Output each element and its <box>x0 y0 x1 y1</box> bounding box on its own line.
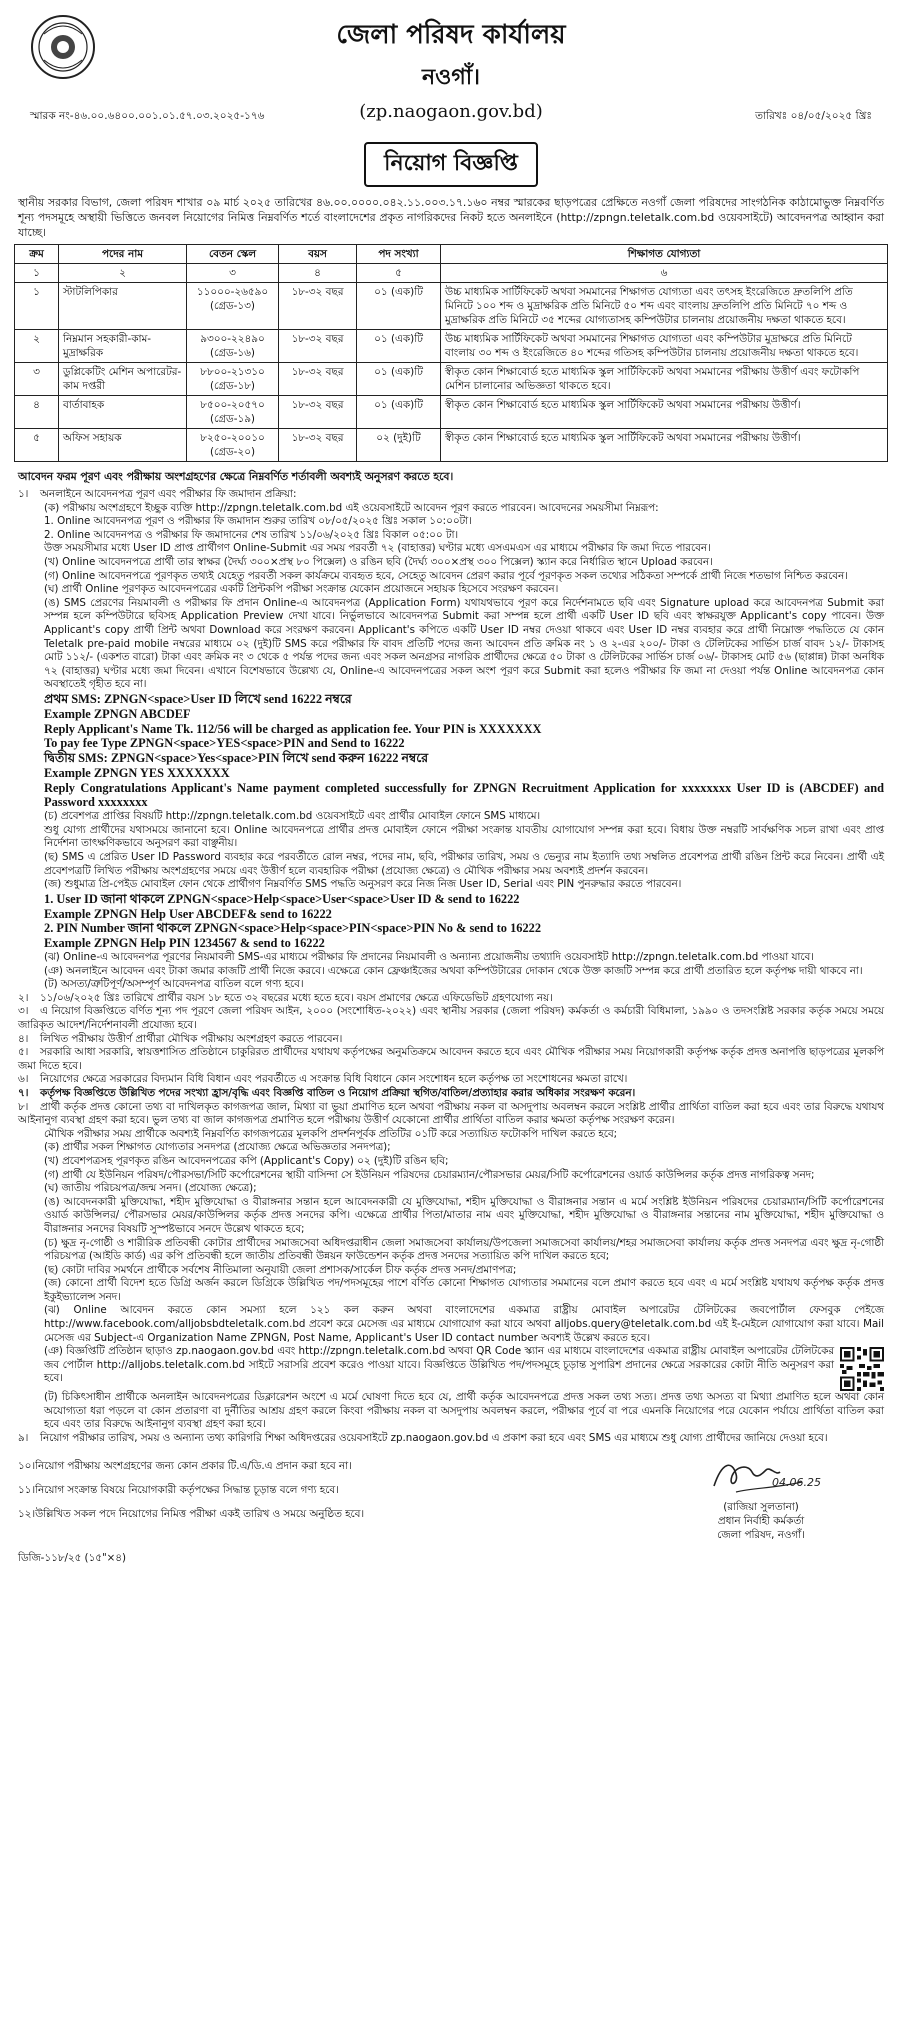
row-scale <box>187 429 279 462</box>
term-text: Example ZPNGN Help User ABCDEF& send to 16222 <box>44 906 332 921</box>
term-text: এ নিয়োগ বিজ্ঞপ্তিতে বর্ণিত শূন্য পদ পূরণে জেলা পরিষদ আইন, ২০০০ (সংশোধিত-২০২২) এবং স্থানীয় সরকার (জেলা পরিষদ) কর্মকর্তা ও কর্মচারী বিধিমালা, ১৯৯০ ও তদসংশ্লিষ্ট সরকার কর্তৃক সময়ে সময়ে জারিকৃত আদেশ/নির্দেশনাবলী প্রযোজ্য হবে। <box>18 1005 884 1031</box>
grade-value: (গ্রেড-২০) <box>209 446 255 458</box>
row-count: ০১ (এক)টি <box>357 330 441 363</box>
term-text: ১১/০৬/২০২৫ খ্রিঃ তারিখে প্রার্থীর বয়স ১৮ হতে ৩২ বছরের মধ্যে হতে হবে। বয়স প্রমাণের ক্ষেত্রে এফিডেভিট গ্রহণযোগ্য নয়। <box>40 991 553 1004</box>
term-line <box>18 692 884 707</box>
row-post: অফিস সহায়ক <box>59 429 187 462</box>
term-line <box>18 936 884 951</box>
term-number: ১। <box>18 488 29 500</box>
row-qualification: স্বীকৃত কোন শিক্ষাবোর্ড হতে মাধ্যমিক স্কুল সার্টিফিকেট অথবা সমমানের পরীক্ষায় উত্তীর্ণ এবং ফটোকপি মেশিন চালানোর অভিজ্ঞতা থাকতে হবে। <box>441 363 888 396</box>
term-line <box>18 1484 618 1498</box>
term-text: (ক) পরীক্ষায় অংশগ্রহণে ইচ্ছুক ব্যক্তি http://zpngn.teletalk.com.bd এই ওয়েবসাইটে আবেদন পূরণ করতে পারবেন। আবেদনের সময়সীমা নিম্নরূপ: <box>44 501 659 514</box>
term-text: সরকারি আধা সরকারি, স্বায়ত্তশাসিত প্রতিষ্ঠানে চাকুরিরত প্রার্থীদের যথাযথ কর্তৃপক্ষের অনুমতিক্রমে আবেদন করতে হবে এবং মৌখিক পরীক্ষার সময় নিয়োগকারী কর্তৃপক্ষ কর্তৃক প্রদত্ত অনাপত্তি ছাড়পত্রের মূলকপি জমা দিতে হবে। <box>18 1046 885 1072</box>
term-text: (চ) প্রবেশপত্র প্রাপ্তির বিষয়টি http://zpngn.teletalk.com.bd ওয়েবসাইটে এবং প্রার্থীর মোবাইল ফোনে SMS মাধ্যমে। <box>44 810 541 823</box>
term-text: Example ZPNGN Help PIN 1234567 & send to 16222 <box>44 936 325 951</box>
term-line <box>18 1155 884 1169</box>
term-text: অনলাইনে আবেদনপত্র পূরণ এবং পরীক্ষার ফি জমাদান প্রক্রিয়া: <box>40 488 297 500</box>
header-serial: ক্রম <box>15 245 59 264</box>
term-line <box>18 810 884 824</box>
closing-terms <box>18 1450 618 1532</box>
term-text: (ক) প্রার্থীর সকল শিক্ষাগত যোগ্যতার সনদপত্র (প্রযোজ্য ক্ষেত্রে অভিজ্ঞতার সনদপত্র); <box>44 1141 391 1154</box>
term-line <box>18 766 884 781</box>
term-text: নিয়োগ পরীক্ষায় অংশগ্রহণের জন্য কোন প্রকার টি.এ/ডি.এ প্রদান করা হবে না। <box>35 1459 352 1472</box>
row-post: নিম্নমান সহকারী-কাম-মুদ্রাক্ষরিক <box>59 330 187 363</box>
term-text: মৌখিক পরীক্ষার সময় প্রার্থীকে অবশ্যই নিম্নবর্ণিত কাগজপত্রের মূলকপি প্রদর্শনপূর্বক প্রতিটির ০১টি করে সত্যায়িত ফটোকপি দাখিল করতে হবে; <box>44 1127 618 1140</box>
term-line <box>18 707 884 722</box>
government-seal-icon <box>30 14 96 80</box>
term-line <box>18 965 884 979</box>
term-line <box>18 570 884 584</box>
term-text: লিখিত পরীক্ষায় উত্তীর্ণ প্রার্থীরা মৌখিক পরীক্ষায় অংশগ্রহণ করতে পারবেন। <box>40 1032 343 1045</box>
term-line <box>18 556 884 570</box>
term-text: (ঝ) Online-এ আবেদনপত্র পূরণের নিয়মাবলী SMS-এর মাধ্যমে পরীক্ষার ফি প্রদানের নিয়মাবলী ও অন্যান্য প্রয়োজনীয় তথ্যাদি ওয়েবসাইট http://zpngn.teletalk.com.bd পাওয়া যাবে। <box>44 951 814 964</box>
term-text: নিয়োগ সংক্রান্ত বিষয়ে নিয়োগকারী কর্তৃপক্ষের সিদ্ধান্ত চূড়ান্ত বলে গণ্য হবে। <box>35 1483 339 1496</box>
row-serial: ৪ <box>15 396 59 429</box>
term-text: (জ) কোনো প্রার্থী বিদেশ হতে ডিগ্রি অর্জন করলে ডিগ্রিকে উল্লিখিত পদ/পদসমূহের পাশে বর্ণিত কোনো শিক্ষাগত যোগ্যতার সমমানের বলে প্রমাণ করতে হবে এবং এ মর্মে সংশ্লিষ্ট যথাযথ কর্তৃপক্ষ কর্তৃক প্রদত্ত ইকুইভ্যালেন্স সনদ। <box>44 1277 884 1303</box>
column-number: ৩ <box>187 264 279 283</box>
terms-heading: আবেদন ফরম পূরণ এবং পরীক্ষায় অংশগ্রহণের ক্ষেত্রে নিম্নবর্ণিত শর্তাবলী অবশ্যই অনুসরণ করতে হবে। <box>18 470 454 483</box>
term-text: (চ) ক্ষুদ্র নৃ-গোষ্ঠী ও শারীরিক প্রতিবন্ধী কোটার প্রার্থীদের সমাজসেবা অধিদপ্তরাধীন জেলা সমাজসেবা কার্যালয়/উপজেলা সমাজসেবা কার্যালয়/শহর সমাজসেবা কার্যালয় কর্তৃক প্রদত্ত সনদপত্র এবং ক্ষুদ্র নৃ-গোষ্ঠী পরিচয়পত্র (আইডি কার্ড) এর কপি প্রতিবন্ধী হলে জাতীয় প্রতিবন্ধী উন্নয়ন ফাউন্ডেশন কর্তৃক প্রদত্ত সনদের সত্যায়িত কপি দাখিল করতে হবে; <box>44 1236 884 1263</box>
term-text: Reply Applicant's Name Tk. 112/56 will be charged as application fee. Your PIN is XXXXXXX <box>44 721 542 736</box>
row-scale <box>187 330 279 363</box>
term-line <box>18 892 884 907</box>
row-serial: ১ <box>15 283 59 330</box>
term-line <box>18 751 884 766</box>
row-age: ১৮-৩২ বছর <box>279 283 357 330</box>
table-row <box>15 429 888 462</box>
row-scale <box>187 283 279 330</box>
table-row <box>15 396 888 429</box>
term-text: উল্লিখিত সকল পদে নিয়োগের নিমিত্ত পরীক্ষা একই তারিখ ও সময়ে অনুষ্ঠিত হবে। <box>35 1507 365 1520</box>
term-text: Example ZPNGN YES XXXXXXX <box>44 765 230 780</box>
term-text: কর্তৃপক্ষ বিজ্ঞপ্তিতে উল্লিখিত পদের সংখ্যা হ্রাস/বৃদ্ধি এবং বিজ্ঞপ্তি বাতিল ও নিয়োগ প্রক্রিয়া স্থগিত/বাতিল/প্রত্যাহার করার অধিকার সংরক্ষণ করেন। <box>40 1086 636 1099</box>
notice-title-text: নিয়োগ বিজ্ঞপ্তি <box>364 142 538 187</box>
column-number: ৪ <box>279 264 357 283</box>
row-count: ০১ (এক)টি <box>357 363 441 396</box>
term-line <box>18 529 884 543</box>
term-line <box>18 736 884 751</box>
qr-paragraph <box>18 1345 884 1391</box>
row-qualification: উচ্চ মাধ্যমিক সার্টিফিকেট অথবা সমমানের শিক্ষাগত যোগ্যতা এবং কম্পিউটার মুদ্রাক্ষরে প্রতি মিনিটে বাংলায় ৩০ শব্দ ও ইংরেজিতে ৪০ শব্দের গতিসহ কম্পিউটার চালনায় প্রয়োজনীয় দক্ষতা থাকতে হবে। <box>441 330 888 363</box>
grade-value: (গ্রেড-১৯) <box>210 413 255 425</box>
row-count: ০২ (দুই)টি <box>357 429 441 462</box>
term-text: প্রার্থী কর্তৃক প্রদত্ত কোনো তথ্য বা দাখিলকৃত কাগজপত্র জাল, মিথ্যা বা ভুয়া প্রমাণিত হলে অথবা পরীক্ষায় নকল বা অসদুপায় অবলম্বন করলে সংশ্লিষ্ট প্রার্থীর প্রার্থিতা বাতিল করা হবে এবং তার বিরুদ্ধে যথাযথ আইনানুগ ব্যবস্থা গ্রহণ করা হবে। ভুল তথ্য বা জাল কাগজপত্র প্রমাণিত হলে পরীক্ষায় উত্তীর্ণ যেকোনো প্রার্থীর প্রার্থিতা বাতিল করার ক্ষমতা কর্তৃপক্ষ সংরক্ষণ করেন। <box>18 1100 884 1127</box>
term-text: (খ) Online আবেদনপত্রে প্রার্থী তার স্বাক্ষর (দৈর্ঘ্য ৩০০×প্রস্থ ৮০ পিক্সেল) ও রঙিন ছবি (দৈর্ঘ্য ৩০০×প্রস্থ ৩০০ পিক্সেল) স্ক্যান করে নির্ধারিত স্থানে Upload করবেন। <box>44 555 713 568</box>
term-text: (গ) প্রার্থী যে ইউনিয়ন পরিষদ/পৌরসভা/সিটি কর্পোরেশনের স্থায়ী বাসিন্দা সে ইউনিয়ন পরিষদের চেয়ারম্যান/পৌরসভার মেয়র/সিটি কর্পোরেশনের ওয়ার্ড কাউন্সিলর কর্তৃক প্রদত্ত নাগরিকত্ব সনদ; <box>44 1168 815 1181</box>
grade-value: (গ্রেড-১৮) <box>210 380 255 392</box>
term-text: (খ) প্রবেশপত্রসহ পূরণকৃত রঙিন আবেদনপত্রের কপি (Applicant's Copy) ০২ (দুই)টি রঙিন ছবি; <box>44 1154 449 1167</box>
term-line <box>18 1277 884 1304</box>
term-line <box>18 951 884 965</box>
row-count: ০১ (এক)টি <box>357 283 441 330</box>
term-text: 1. Online আবেদনপত্র পূরণ ও পরীক্ষার ফি জমাদান শুরুর তারিখ ০৮/০৫/২০২৫ খ্রিঃ সকাল ১০:০০টা। <box>44 515 472 528</box>
term-line <box>18 542 884 556</box>
term-line <box>18 851 884 878</box>
term-text: To pay fee Type ZPNGN<space>YES<space>PIN and Send to 16222 <box>44 736 405 751</box>
grade-value: (গ্রেড-১৩) <box>209 300 255 312</box>
term-line <box>18 1264 884 1278</box>
term-line <box>18 1182 884 1196</box>
term-line <box>18 1508 618 1522</box>
term-line <box>18 1237 884 1264</box>
term-line <box>18 1196 884 1237</box>
term-line <box>18 907 884 922</box>
signature-block <box>686 1452 836 1542</box>
intro-paragraph: স্থানীয় সরকার বিভাগ, জেলা পরিষদ শাখার ০৯ মার্চ ২০২৫ তারিখের ৪৬.০০.০০০০.০৪২.১১.০০৩.১৭.১৬০ নম্বর স্মারকের ছাড়পত্রের প্রেক্ষিতে নওগাঁ জেলা পরিষদের সাংগঠনিক কাঠামোভুক্ত নিম্নবর্ণিত শূন্য পদসমূহে অস্থায়ী ভিত্তিতে জনবল নিয়োগের নিমিত্ত নিম্নবর্ণিত শর্তে বাংলাদেশের প্রকৃত নাগরিকদের নিকট হতে অনলাইনে (http://zpngn.teletalk.com.bd ওয়েবসাইটে) আবেদনপত্র আহ্বান করা যাচ্ছে। <box>18 196 884 239</box>
term-text: (ট) অসত্য/ত্রুটিপূর্ণ/অসম্পূর্ণ আবেদনপত্র বাতিল বলে গণ্য হবে। <box>44 978 304 991</box>
row-scale <box>187 363 279 396</box>
row-qualification: স্বীকৃত কোন শিক্ষাবোর্ড হতে মাধ্যমিক স্কুল সার্টিফিকেট অথবা সমমানের পরীক্ষায় উত্তীর্ণ। <box>441 429 888 462</box>
term-text: Reply Congratulations Applicant's Name payment completed successfully for ZPNGN Recruitment Application for xxxxxxxx User ID is (ABCDEF) and Password xxxxxxxx <box>44 780 884 810</box>
header-age: বয়স <box>279 245 357 264</box>
qr-code-icon <box>840 1347 884 1391</box>
term-text: (ছ) কোটা দাবির সমর্থনে প্রার্থীকে সর্বশেষ নীতিমালা অনুযায়ী জেলা প্রশাসক/সার্কেল চীফ কর্তৃক প্রদত্ত সনদ/প্রমাণপত্র; <box>44 1263 517 1276</box>
term-line <box>18 781 884 811</box>
office-website: (zp.naogaon.gov.bd) <box>359 101 543 122</box>
term-line <box>18 583 884 597</box>
term-line <box>18 824 884 851</box>
term-text: Example ZPNGN ABCDEF <box>44 706 191 721</box>
term-line <box>18 1087 884 1101</box>
table-row <box>15 363 888 396</box>
term-text: (জ) শুধুমাত্র প্রি-পেইড মোবাইল ফোন থেকে প্রার্থীগণ নিম্নবর্ণিত SMS পদ্ধতি অনুসরণ করে নিজ নিজ User ID, Serial এবং PIN পুনরুদ্ধার করতে পারবেন। <box>44 878 682 891</box>
row-age: ১৮-৩২ বছর <box>279 330 357 363</box>
term-line <box>18 1391 884 1432</box>
term-text: (ঘ) প্রার্থী Online পূরণকৃত আবেদনপত্রের একটি প্রিন্টকপি পরীক্ষা সংক্রান্ত যেকোন প্রয়োজনে সহায়ক হিসেবে সংরক্ষণ করবেন। <box>44 583 559 596</box>
term-text: উক্ত সময়সীমার মধ্যে User ID প্রাপ্ত প্রার্থীগণ Online-Submit এর সময় পরবর্তী ৭২ (বাহাত্তর) ঘণ্টার মধ্যে এসএমএস এর মাধ্যমে পরীক্ষার ফি জমা দিতে পারবেন। <box>44 542 711 555</box>
term-line <box>18 992 884 1006</box>
scale-value: ৮৮০০-২১৩১০ <box>200 366 265 378</box>
signatory-designation: প্রধান নির্বাহী কর্মকর্তা <box>717 1514 805 1527</box>
term-number: ২। <box>18 991 29 1004</box>
terms-list <box>18 488 884 1345</box>
term-line <box>18 1101 884 1128</box>
row-age: ১৮-৩২ বছর <box>279 396 357 429</box>
column-number-row <box>15 264 888 283</box>
term-line <box>18 978 884 992</box>
header-scale: বেতন স্কেল <box>187 245 279 264</box>
signature-icon <box>706 1452 821 1500</box>
term-number: ৭। <box>18 1086 29 1099</box>
term-text: নিয়োগ পরীক্ষার তারিখ, সময় ও অন্যান্য তথ্য কারিগরি শিক্ষা অধিদপ্তরের ওয়েবসাইটে zp.naogaon.gov.bd এ প্রকাশ করা হবে এবং SMS এর মাধ্যমে শুধু যোগ্য প্রার্থীদের জানিয়ে দেওয়া হবে। <box>40 1432 828 1445</box>
term-text: (ঝ) Online আবেদন করতে কোন সমস্যা হলে ১২১ কল করুন অথবা বাংলাদেশের একমাত্র রাষ্ট্রীয় মোবাইল অপারেটর টেলিটকের জবপোর্টাল ফেসবুক পেইজে http://www.facebook.com/alljobsbdteletalk.com.bd প্রবেশ করে মেসেজ এর মাধ্যমে যোগাযোগ করা যাবে অথবা alljobs.query@teletalk.com.bd এই ই-মেইলে যোগাযোগ করা যাবে। Mail মেসেজ এর Subject-এ Organization Name ZPNGN, Post Name, Applicant's User ID contact number অবশ্যই উল্লেখ করতে হবে। <box>44 1304 884 1344</box>
term-text: (ঙ) SMS প্রেরণের নিয়মাবলী ও পরীক্ষার ফি প্রদান Online-এ আবেদনপত্র (Application Form) যথাযথভাবে পূরণ করে নির্দেশনামতে ছবি এবং Signature upload করে আবেদনপত্র Submit করা সম্পন্ন হলে কম্পিউটারে ছবিসহ Application Preview দেখা যাবে। নির্ভুলভাবে আবেদনপত্র Submit করা সম্পন্ন হলে প্রার্থী একটি User ID ছবি এবং স্বাক্ষরযুক্ত Applicant's copy পাবেন। উক্ত Applicant's copy প্রার্থী প্রিন্ট অথবা Download করে সংরক্ষণ করবেন। Applicant's কপিতে একটি User ID নম্বর দেওয়া থাকবে এবং User ID নম্বর ব্যবহার করে প্রার্থী নিম্নোক্ত পদ্ধতিতে যে কোন Teletalk pre-paid mobile নম্বরের মাধ্যমে ০২ (দুই)টি SMS করে পরীক্ষার ফি বাবদ প্রতিটি পদের জন্য আবেদন প্রতি ক্রমিক নং ১ ও ২-এর ২০০/- টাকা ও টেলিটকের সার্ভিস চার্জ বাবদ ১২/- টাকাসহ মোট ১১২/- (একশত বারো) টাকা এবং ক্রমিক নং ৩ থেকে ৫ পর্যন্ত পদের জন্য এবং সকল অনগ্রসর নাগরিক প্রার্থীদের ক্ষেত্রে ৫০ টাকা ও টেলিটকের সার্ভিস চার্জ ০৬/- টাকাসহ মোট ৫৬ (ছাপ্পান্ন) টাকা অনধিক ৭২ (বাহাত্তর) ঘণ্টার মধ্যে জমা দিবেন। এখানে বিশেষভাবে উল্লেখ্য যে, Online-এ আবেদনপত্রের সকল অংশ পূরণ করে Submit করা হলেও পরীক্ষার ফি জমা না দেওয়া পর্যন্ত Online আবেদনপত্র কোন অবস্থাতেই গৃহীত হবে না। <box>44 596 884 691</box>
header-qualification: শিক্ষাগত যোগ্যতা <box>441 245 888 264</box>
term-line <box>18 1073 884 1087</box>
header-post: পদের নাম <box>59 245 187 264</box>
term-text: (গ) Online আবেদনপত্রে পূরণকৃত তথ্যই যেহেতু পরবর্তী সকল কার্যক্রমে ব্যবহৃত হবে, সেহেতু আবেদন প্রেরণ করার পূর্বে পূরণকৃত সকল তথ্যের সঠিকতা সম্পর্কে প্রার্থী নিজে শতভাগ নিশ্চিত করবেন। <box>44 569 848 582</box>
scale-value: ৮৫০০-২০৫৭০ <box>200 399 265 411</box>
term-number: ৫। <box>18 1046 29 1059</box>
notice-title <box>14 142 888 187</box>
scale-value: ৯৩০০-২২৪৯০ <box>200 333 265 345</box>
table-row <box>15 330 888 363</box>
table-row <box>15 283 888 330</box>
column-number: ৫ <box>357 264 441 283</box>
term-text: প্রথম SMS: ZPNGN<space>User ID লিখে send 16222 নম্বরে <box>44 691 352 706</box>
term-text: দ্বিতীয় SMS: ZPNGN<space>Yes<space>PIN লিখে send করুন 16222 নম্বরে <box>44 751 429 766</box>
row-serial: ৩ <box>15 363 59 396</box>
term-text: নিয়োগের ক্ষেত্রে সরকারের বিদ্যমান বিধি বিধান এবং পরবর্তীতে এ সংক্রান্ত বিধি বিধানে কোন সংশোধন হলে কর্তৃপক্ষ তা সংশোধনের ক্ষমতা রাখে। <box>40 1073 628 1086</box>
term-number: ৬। <box>18 1073 29 1086</box>
notice-date: তারিখঃ ০৪/০৫/২০২৫ খ্রিঃ <box>755 110 872 122</box>
term-line <box>18 597 884 692</box>
footer-block <box>14 1450 888 1572</box>
term-line <box>18 1046 884 1073</box>
term-text: (ট) চিকিৎসাধীন প্রার্থীকে অনলাইন আবেদনপত্রের ডিক্লারেশন অংশে এ মর্মে ঘোষণা দিতে হবে যে, প্রার্থী কর্তৃক আবেদনপত্রে প্রদত্ত সকল তথ্য সত্য। প্রদত্ত তথ্য অসত্য বা মিথ্যা প্রমাণিত হলে অথবা কোন অযোগ্যতা ধরা পড়লে বা কোন প্রতারণা বা দুর্নীতির আশ্রয় গ্রহণ করলে কিংবা পরীক্ষায় নকল বা অসদুপায় অবলম্বন করলে, পরীক্ষার পূর্বে বা পরে এমনকি নিয়োগের পরে যেকোন পর্যায়ে প্রার্থিতা বাতিল করা হবে এবং তার বিরুদ্ধে আইনানুগ ব্যবস্থা গ্রহণ করা হবে। <box>44 1391 884 1431</box>
term-text: 1. User ID জানা থাকলে ZPNGN<space>Help<space>User<space>User ID & send to 16222 <box>44 891 520 906</box>
signature-date: 04.06.25 <box>772 1475 821 1489</box>
term-line <box>18 1033 884 1047</box>
term-line <box>18 502 884 516</box>
term-number: ১০। <box>18 1459 36 1472</box>
row-post: ডুপ্লিকেটিং মেশিন অপারেটর-কাম দপ্তরী <box>59 363 187 396</box>
term-number: ১২। <box>18 1507 36 1520</box>
term-line <box>18 878 884 892</box>
column-number: ১ <box>15 264 59 283</box>
footer-code: ডিজি-১১৮/২৫ (১৫"×৪) <box>18 1551 127 1564</box>
row-age: ১৮-৩২ বছর <box>279 429 357 462</box>
posts-table <box>14 244 888 462</box>
term-line <box>18 722 884 737</box>
term-line <box>18 1304 884 1345</box>
term-text: (ঙ) আবেদনকারী মুক্তিযোদ্ধা, শহীদ মুক্তিযোদ্ধা ও বীরাঙ্গনার সন্তান হলে আবেদনকারী যে মুক্তিযোদ্ধা, শহীদ মুক্তিযোদ্ধা ও বীরাঙ্গনার সন্তান এ মর্মে সংশ্লিষ্ট ইউনিয়ন পরিষদের চেয়ারম্যান/সিটি কর্পোরেশনের ওয়ার্ড কাউন্সিলর/ পৌরসভার মেয়র/কাউন্সিলর কর্তৃক প্রদত্ত সনদের কপি। এক্ষেত্রে প্রার্থীর পিতা/মাতার নাম এবং মুক্তিযোদ্ধা, শহীদ মুক্তিযোদ্ধা ও বীরাঙ্গনার সন্তানের নাম মুক্তিযোদ্ধা, শহীদ মুক্তিযোদ্ধা ও বীরাঙ্গনার সনদের বিষয়টি সুস্পষ্টভাবে সনদে উল্লেখ থাকতে হবে; <box>44 1195 884 1235</box>
term-line <box>18 1005 884 1032</box>
row-qualification: উচ্চ মাধ্যমিক সার্টিফিকেট অথবা সমমানের শিক্ষাগত যোগ্যতা এবং তৎসহ ইংরেজিতে দ্রুতলিপি প্রতি মিনিটে ১০০ শব্দ ও মুদ্রাক্ষরিক প্রতি মিনিটে ৫০ শব্দ এবং বাংলায় দ্রুতলিপি প্রতি মিনিটে ৭০ শব্দ ও মুদ্রাক্ষরিক প্রতি মিনিটে ৩৫ শব্দের যোগ্যতাসহ কম্পিউটার চালনায় প্রয়োজনীয় দক্ষতা থাকতে হবে। <box>441 283 888 330</box>
term-text: শুধু যোগ্য প্রার্থীদের যথাসময়ে জানানো হবে। Online আবেদনপত্রে প্রার্থীর প্রদত্ত মোবাইল ফোনে পরীক্ষা সংক্রান্ত যাবতীয় যোগাযোগ সম্পন্ন করা হবে। বিধায় উক্ত নম্বরটি সার্বক্ষণিক সচল রাখা এবং প্রাপ্ত নির্দেশনা তাৎক্ষণিকভাবে অনুসরণ করা বাঞ্ছনীয়। <box>44 823 884 850</box>
term-text: 2. Online আবেদনপত্র ও পরীক্ষার ফি জমাদানের শেষ তারিখ ১১/০৬/২০২৫ খ্রিঃ বিকাল ০৫:০০ টা। <box>44 528 459 541</box>
scale-value: ১১০০০-২৬৫৯০ <box>196 286 269 298</box>
signatory-name: (রাজিয়া সুলতানা) <box>723 1500 799 1513</box>
row-post: বার্তাবাহক <box>59 396 187 429</box>
row-serial: ২ <box>15 330 59 363</box>
signatory-office: জেলা পরিষদ, নওগাঁ। <box>717 1528 805 1541</box>
terms-list-continued <box>18 1391 884 1445</box>
term-number: ৯। <box>18 1432 29 1445</box>
scale-value: ৮২৫০-২০০১০ <box>200 432 265 444</box>
column-number: ২ <box>59 264 187 283</box>
row-post: স্টাটলিপিকার <box>59 283 187 330</box>
row-scale <box>187 396 279 429</box>
term-text: (ঞ) অনলাইনে আবেদন এবং টাকা জমার কাজটি প্রার্থী নিজে করবে। এক্ষেত্রে কোন ফ্রেঞ্চাইজের অথবা কম্পিউটারের দোকান থেকে উক্ত কাজটি সম্পন্ন করে প্রার্থী প্রতারিত হলে কর্তৃপক্ষ দায়ী থাকবে না। <box>44 964 863 977</box>
row-serial: ৫ <box>15 429 59 462</box>
term-text: 2. PIN Number জানা থাকলে ZPNGN<space>Help<space>PIN<space>PIN No & send to 16222 <box>44 921 542 936</box>
memo-number: স্মারক নং-৪৬.০০.৬৪০০.০০১.০১.৫৭.০৩.২০২৫-১৭৬ <box>30 110 265 122</box>
term-line <box>18 515 884 529</box>
term-number: ৩। <box>18 1005 29 1018</box>
term-line <box>18 488 884 502</box>
term-text: (ঘ) জাতীয় পরিচয়পত্র/জন্ম সনদ। (প্রযোজ্য ক্ষেত্রে); <box>44 1182 257 1195</box>
qr-text: (ঞ) বিজ্ঞপ্তিটি প্রতিষ্ঠান ছাড়াও zp.naogaon.gov.bd এবং http://zpngn.teletalk.com.bd অথবা QR Code স্ক্যান এর মাধ্যমে বাংলাদেশের একমাত্র রাষ্ট্রীয় মোবাইল অপারেটর টেলিটকের জব পোর্টাল http://alljobs.teletalk.com.bd সাইটে সরাসরি প্রবেশ করেও পাওয়া যাবে। বিজ্ঞপ্তিতে উল্লিখিত পদ/পদসমূহে চূড়ান্ত সুপারিশ প্রদানের ক্ষেত্রে সরকারের কোটা নীতি অনুসরণ করা হবে। <box>44 1345 834 1385</box>
office-city: নওগাঁ। <box>422 64 480 90</box>
term-line <box>18 1141 884 1155</box>
term-number: ১১। <box>18 1483 36 1496</box>
term-number: ৮। <box>18 1100 29 1113</box>
term-line <box>18 921 884 936</box>
term-line <box>18 1169 884 1183</box>
row-qualification: স্বীকৃত কোন শিক্ষাবোর্ড হতে মাধ্যমিক স্কুল সার্টিফিকেট অথবা সমমানের পরীক্ষায় উত্তীর্ণ। <box>441 396 888 429</box>
office-name: জেলা পরিষদ কার্যালয় <box>336 20 566 50</box>
column-number: ৬ <box>441 264 888 283</box>
term-line <box>18 1460 618 1474</box>
term-line <box>18 1432 884 1446</box>
header-count: পদ সংখ্যা <box>357 245 441 264</box>
term-number: ৪। <box>18 1032 29 1045</box>
grade-value: (গ্রেড-১৬) <box>209 347 255 359</box>
table-header-row <box>15 245 888 264</box>
term-line <box>18 1128 884 1142</box>
term-text: (ছ) SMS এ প্রেরিত User ID Password ব্যবহার করে পরবর্তীতে রোল নম্বর, পদের নাম, ছবি, পরীক্ষার তারিখ, সময় ও ভেন্যুর নাম ইত্যাদি তথ্য সম্বলিত প্রবেশপত্র প্রার্থী রঙিন প্রিন্ট করে নিবেন। প্রার্থী এই প্রবেশপত্রটি লিখিত পরীক্ষায় অংশগ্রহণের সময়ে এবং উত্তীর্ণ হলে ব্যবহারিক পরীক্ষা (প্রযোজ্য ক্ষেত্রে) ও মৌখিক পরীক্ষার সময় অবশ্যই প্রদর্শন করবেন। <box>44 851 884 877</box>
row-count: ০১ (এক)টি <box>357 396 441 429</box>
row-age: ১৮-৩২ বছর <box>279 363 357 396</box>
